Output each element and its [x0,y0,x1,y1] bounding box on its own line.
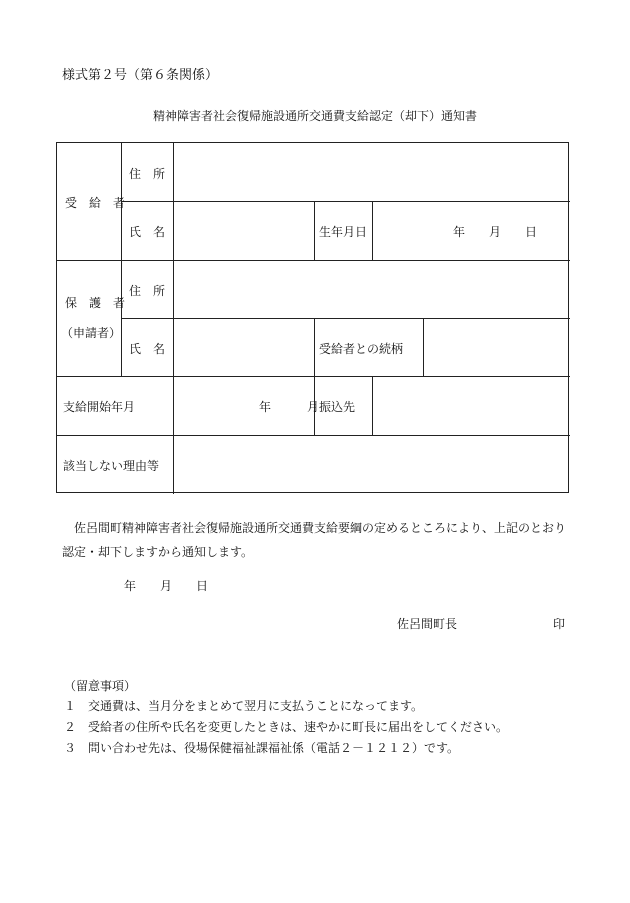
form-number: 様式第２号（第６条関係） [62,68,219,83]
row-divider [57,260,570,261]
relation-label: 受給者との続柄 [319,342,404,356]
transfer-label: 振込先 [319,400,356,414]
note-item: １ 交通費は、当月分をまとめて翌月に支払うことになってます。 [64,699,424,713]
col-divider [314,201,315,260]
notes-heading: （留意事項） [64,679,137,693]
row-divider [57,435,570,436]
issue-date: 年 月 日 [124,579,209,593]
row-divider [121,318,570,319]
guardian-address-label: 住 所 [129,284,166,298]
recipient-label: 受 給 者 [65,196,126,210]
birthdate-value: 年 月 日 [453,225,538,239]
applicant-label: （申請者） [61,326,122,340]
mayor-title: 佐呂間町長 [397,617,458,631]
reason-label: 該当しない理由等 [63,459,160,473]
document-title: 精神障害者社会復帰施設通所交通費支給認定（却下）通知書 [152,109,477,123]
guardian-name-label: 氏 名 [129,342,166,356]
form-table [56,142,569,493]
col-divider [423,318,424,376]
row-divider [121,201,570,202]
notice-text: 佐呂間町精神障害者社会復帰施設通所交通費支給要綱の定めるところにより、上記のとおり認定・却下しますから通知します。 [62,521,567,559]
note-item: ３ 問い合わせ先は、役場保健福祉課福祉係（電話２－１２１２）です。 [64,741,460,755]
seal-mark: 印 [553,617,566,631]
col-divider [121,143,122,376]
col-divider [173,143,174,494]
recipient-address-label: 住 所 [129,167,166,181]
note-item: ２ 受給者の住所や氏名を変更したときは、速やかに町長に届出をしてください。 [64,720,509,734]
col-divider [372,201,373,260]
birthdate-label: 生年月日 [319,225,368,239]
guardian-label: 保 護 者 [65,296,126,310]
start-month-value: 年 月 [259,400,320,414]
recipient-name-label: 氏 名 [129,225,166,239]
col-divider [314,318,315,435]
col-divider [372,376,373,435]
start-month-label: 支給開始年月 [63,400,136,414]
